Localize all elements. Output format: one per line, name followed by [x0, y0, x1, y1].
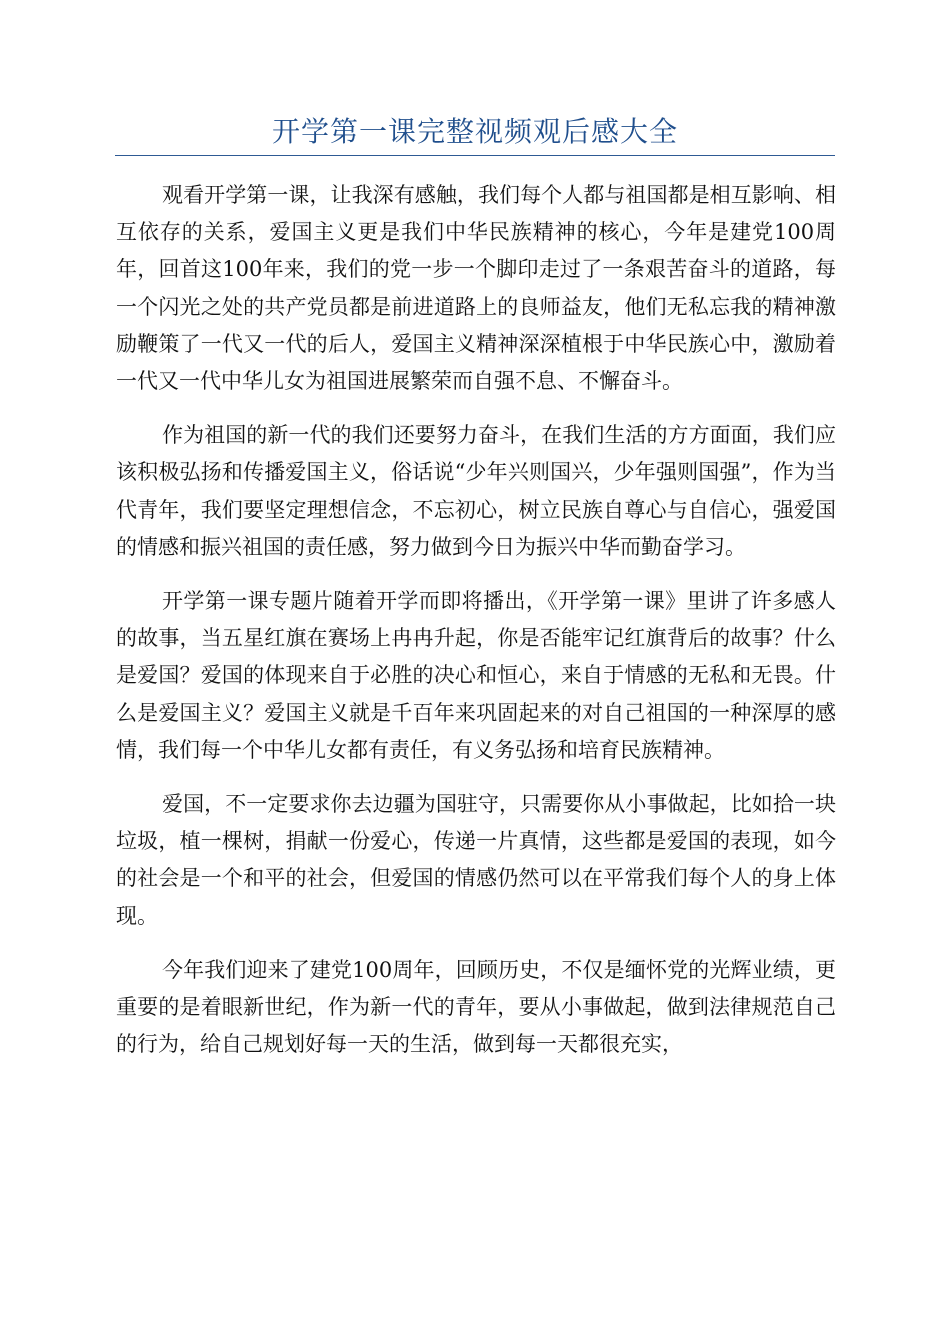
paragraph-3: 开学第一课专题片随着开学而即将播出，《开学第一课》里讲了许多感人的故事，当五星红旗在赛场上冉冉升起，你是否能牢记红旗背后的故事？什么是爱国？爱国的体现来自于必胜的决心和恒心，来自于情感的无私和无畏。什么是爱国主义？爱国主义就是千百年来巩固起来的对自己祖国的一种深厚的感情，我们每一个中华儿女都有责任，有义务弘扬和培育民族精神。	[116, 589, 836, 762]
paragraph-1: 观看开学第一课，让我深有感触，我们每个人都与祖国都是相互影响、相互依存的关系，爱国主义更是我们中华民族精神的核心，今年是建党100周年，回首这100年来，我们的党一步一个脚印走过了一条艰苦奋斗的道路，每一个闪光之处的共产党员都是前进道路上的良师益友，他们无私忘我的精神激励鞭策了一代又一代的后人，爱国主义精神深深植根于中华民族心中，激励着一代又一代中华儿女为祖国进展繁荣而自强不息、不懈奋斗。	[116, 183, 836, 394]
title-underline	[115, 155, 835, 156]
paragraph-4: 爱国，不一定要求你去边疆为国驻守，只需要你从小事做起，比如拾一块垃圾，植一棵树，捐献一份爱心，传递一片真情，这些都是爱国的表现，如今的社会是一个和平的社会，但爱国的情感仍然可以在平常我们每个人的身上体现。	[116, 792, 836, 928]
paragraph-5: 今年我们迎来了建党100周年，回顾历史，不仅是缅怀党的光辉业绩，更重要的是着眼新世纪，作为新一代的青年，要从小事做起，做到法律规范自己的行为，给自己规划好每一天的生活，做到每一天都很充实，	[116, 957, 836, 1057]
paragraph-2: 作为祖国的新一代的我们还要努力奋斗，在我们生活的方方面面，我们应该积极弘扬和传播爱国主义，俗话说“少年兴则国兴，少年强则国强”，作为当代青年，我们要坚定理想信念，不忘初心，树立民族自尊心与自信心，强爱国的情感和振兴祖国的责任感，努力做到今日为振兴中华而勤奋学习。	[116, 423, 836, 559]
document-body	[116, 177, 836, 1080]
document-title: 开学第一课完整视频观后感大全	[271, 115, 678, 148]
